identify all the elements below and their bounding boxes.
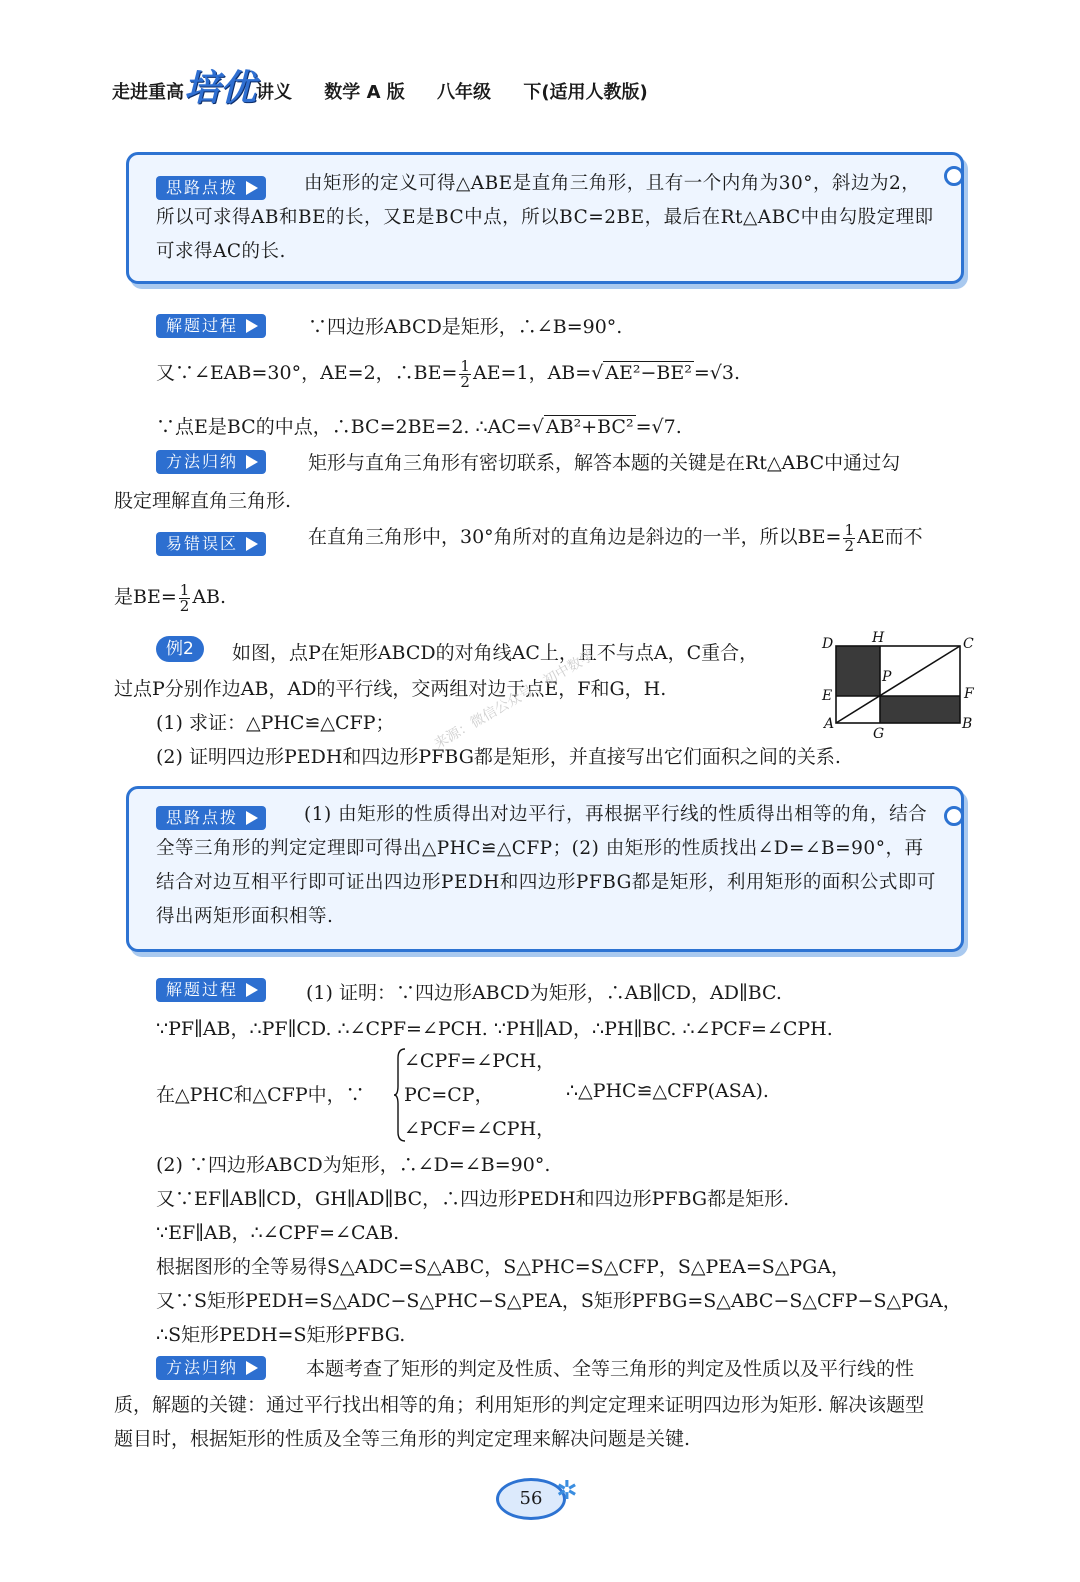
label-d: D [822,636,834,652]
subject: 数学 A 版 [324,82,405,103]
brace-line-2: PC=CP， [404,1084,494,1106]
method1-line-2: 股定理解直角三角形. [114,490,292,512]
method2-line-2: 质，解题的关键：通过平行找出相等的角；利用矩形的判定定理来证明四边形为矩形. 解决该题型 [114,1394,925,1416]
sol2-line-4: (2) ∵四边形ABCD为矩形，∴∠D=∠B=90°. [156,1154,551,1176]
label-f: F [964,686,974,702]
label-h: H [872,630,885,646]
method-badge-2: 方法归纳 [156,1356,266,1380]
method2-line-3: 题目时，根据矩形的性质及全等三角形的判定定理来解决问题是关键. [114,1428,691,1450]
shaded-rect-pedh [836,646,880,696]
ex2-q2: (2) 证明四边形PEDH和四边形PFBG都是矩形，并直接写出它们面积之间的关系. [156,746,841,768]
palm-leaf-icon: ✲ [556,1476,578,1506]
label-a: A [824,716,835,732]
pitfall-badge: 易错误区 [156,532,266,556]
brace-line-1: ∠CPF=∠PCH， [404,1050,556,1072]
hint-badge: 思路点拨 [156,176,266,200]
label-b: B [962,716,973,732]
watermark: 来源：微信公众号：初中数学 [431,647,598,753]
sol1-line-1: ∵四边形ABCD是矩形，∴∠B=90°. [308,316,623,338]
label-g: G [873,726,885,740]
shaded-rect-pfbg [880,696,960,723]
label-p: P [882,669,892,685]
hook-icon [944,806,964,826]
method-badge-1: 方法归纳 [156,450,266,474]
hint-text-2: (1) 由矩形的性质得出对边平行，再根据平行线的性质得出相等的角，结合全等三角形的判定定理即可得出△PHC≌△CFP；(2) 由矩形的性质找出∠D=∠B=90°，再结合对边互相平行即可证出四边形PEDH和四边形PFBG都是矩形，利用矩形的面积公式即可得出两矩形面积相等. [156,804,936,927]
grade: 八年级 [437,82,492,103]
example-badge: 例2 [156,636,204,662]
sol2-line-2: ∵PF∥AB，∴PF∥CD. ∴∠CPF=∠PCH. ∵PH∥AD，∴PH∥BC. ∴∠PCF=∠CPH. [156,1018,833,1040]
ex2-stmt-1: 如图，点P在矩形ABCD的对角线AC上，且不与点A，C重合， [232,642,759,664]
sol2-line-6: ∵EF∥AB，∴∠CPF=∠CAB. [156,1222,400,1244]
page-header [112,58,648,109]
pitfall-line-2: 是BE= $\frac{1}{2}$ AB. [114,580,227,615]
sol2-line-3-pre: 在△PHC和△CFP中，∵ [156,1084,365,1106]
series-right: 讲义 [256,82,293,103]
solution-badge: 解题过程 [156,314,266,338]
ex2-q1: (1) 求证：△PHC≌△CFP； [156,712,395,734]
rectangle-figure [818,628,978,740]
hint-badge-2: 思路点拨 [156,806,266,830]
brace-line-3: ∠PCF=∠CPH， [404,1118,556,1140]
label-c: C [963,636,974,652]
sol2-line-3-post: ∴△PHC≌△CFP(ASA). [566,1080,769,1102]
method1-line-1: 矩形与直角三角形有密切联系，解答本题的关键是在Rt△ABC中通过勾 [308,452,901,474]
solution-badge-2: 解题过程 [156,978,266,1002]
sol2-line-1: (1) 证明：∵四边形ABCD为矩形，∴AB∥CD，AD∥BC. [306,982,782,1004]
sol1-line-2: 又∵∠EAB=30°，AE=2，∴BE= $\frac{1}{2}$ AE=1，AB=√ AE²−BE² =√3. [156,356,741,391]
sol2-line-8: 又∵S矩形PEDH=S△ADC−S△PHC−S△PEA，S矩形PFBG=S△ABC−S△CFP−S△PGA， [156,1290,962,1312]
method2-line-1: 本题考查了矩形的判定及性质、全等三角形的判定及性质以及平行线的性 [306,1358,915,1380]
ex2-stmt-2: 过点P分别作边AB，AD的平行线，交两组对边于点E，F和G，H. [114,678,667,700]
sol1-line-3: ∵点E是BC的中点，∴BC=2BE=2. ∴AC=√ AB²+BC² =√7. [156,416,682,438]
pitfall-line-1: 在直角三角形中，30°角所对的直角边是斜边的一半，所以BE= $\frac{1}{2}$ AE而不 [308,520,923,555]
sol2-line-5: 又∵EF∥AB∥CD，GH∥AD∥BC，∴四边形PEDH和四边形PFBG都是矩形. [156,1188,790,1210]
series-left: 走进重高 [112,82,184,103]
label-e: E [822,688,833,704]
series-brand: 培优 [184,68,257,109]
hook-icon [944,166,964,186]
page-number: 56 [496,1478,566,1520]
sol2-line-7: 根据图形的全等易得S△ADC=S△ABC，S△PHC=S△CFP，S△PEA=S△PGA， [156,1256,851,1278]
volume: 下(适用人教版) [523,82,648,103]
hint-text-1: 由矩形的定义可得△ABE是直角三角形，且有一个内角为30°，斜边为2，所以可求得AB和BE的长，又E是BC中点，所以BC=2BE，最后在Rt△ABC中由勾股定理即可求得AC的长. [156,173,934,262]
sol2-line-9: ∴S矩形PEDH=S矩形PFBG. [156,1324,406,1346]
